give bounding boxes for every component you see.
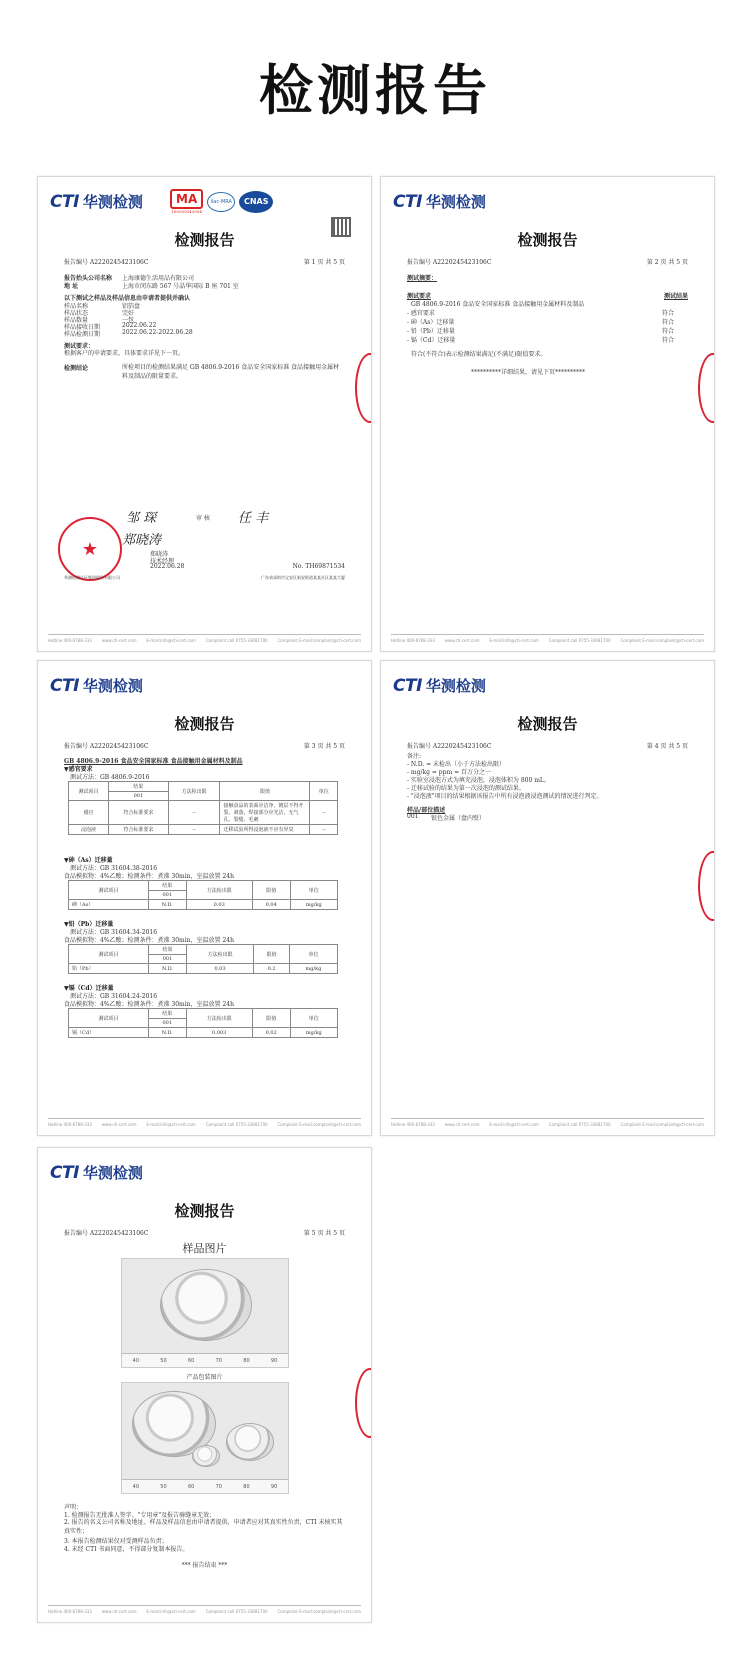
method-arsenic: 测试方法：GB 31604.38-2016 [70,865,158,872]
serial-number: No. TH69871534 [292,563,345,570]
ruler: 40 50 60 70 80 90 [122,1479,288,1493]
cti-logo: CTI 华测检测 [50,676,143,696]
report-page-5 [37,1147,372,1623]
statement-label: 声明： [64,1504,83,1511]
sample-photo [121,1258,289,1368]
col-item: 测试项目 [69,782,109,801]
field-value: 完好 [122,310,135,317]
result-header: 测试结果 [663,293,688,300]
page-footer [48,1605,361,1614]
col-method: 方法检出限 [168,782,220,801]
applicant-label: 报告抬头公司名称 [64,275,113,282]
page-number: 第 4 页 共 5 页 [646,743,688,750]
note-item: - N.D. = 未检出（小于方法检出限） [407,761,506,768]
method-sensory: 测试方法：GB 4806.9-2016 [70,774,150,781]
footer-web: www.cti-cert.com [444,638,480,643]
statement-item: 2. 报告的名义公司名称及地址、样品及样品信息由申请者提供，申请者应对其真实性负责，CTI 未核实其真实性； [64,1519,343,1535]
report-end: *** 报告结束 *** [181,1562,228,1569]
applicant-value: 上海康德生活用品有限公司 [122,275,195,282]
summary-result: 符合 [661,319,674,326]
note-item: - 实验室浸泡方式为填充浸泡，浸泡体积为 800 mL。 [407,777,550,784]
cti-logo: CTI 华测检测 [50,1163,143,1183]
continuation-note: **********详细结果，请见下页********** [471,369,586,376]
cma-logo: MA [170,189,203,209]
footer-email: E-mail:info@cti-cert.com [489,638,539,643]
notes-label: 备注: [407,753,422,760]
footer-web: www.cti-cert.com [101,1122,137,1127]
photo-title: 样品图片 [182,1242,227,1255]
foil-dish-small-image [192,1445,220,1467]
address-value: 上海市闵东路 567 号晶华国际 B 座 701 室 [122,283,239,290]
field-value: 铝箔盘 [122,303,141,310]
arsenic-table: 测试项目 结果 方法检出限 限值 单位 001 砷（As） N.D. 0.03 0.04 mg/kg [68,880,338,910]
field-label: 样品接收日期 [64,324,101,331]
report-page-1 [37,176,372,652]
footer-email: E-mail:info@cti-cert.com [146,1122,196,1127]
page-number: 第 1 页 共 5 页 [303,259,345,266]
sign-date: 2022.06.28 [150,563,185,570]
footer-email: E-mail:info@cti-cert.com [146,1609,196,1614]
report-number: 报告编号 A2220245423106C [407,259,492,266]
footer-web: www.cti-cert.com [444,1122,480,1127]
method-lead: 测试方法：GB 31604.34-2016 [70,929,158,936]
company-seal-stamp: ★ [58,517,122,581]
table-row: 铅（Pb） N.D. 0.03 0.2 mg/kg [69,964,338,974]
lead-table: 测试项目 结果 方法检出限 限值 单位 001 铅（Pb） N.D. 0.03 0.2 mg/kg [68,944,338,974]
statement-item: 3. 本报告检测结果仅对受测样品负责； [64,1538,168,1545]
section-cadmium: ▼镉（Cd）迁移量 [64,985,114,992]
field-label: 样品数量 [64,317,89,324]
summary-result: 符合 [661,328,674,335]
issuer-name: 华测检测认证集团股份有限公司 [64,575,120,580]
doc-title: 检测报告 [174,231,235,249]
footer-complaint: Complaint call 0755-33681700 [548,1122,611,1127]
cadmium-table: 测试项目 结果 方法检出限 限值 单位 001 镉（Cd） N.D. 0.003 0.02 mg/kg [68,1008,338,1038]
foil-dish-image [160,1269,252,1341]
summary-item: - 感官要求 [407,310,435,317]
footer-complaint: Complaint call 0755-33681700 [205,1609,268,1614]
requirement-text: 根据客户的申请要求，具体要求详见下一页。 [64,350,185,357]
report-page-3 [37,660,372,1136]
footer-complaint: Complaint call 0755-33681700 [205,1122,268,1127]
col-sample: 001 [109,792,169,801]
statement-item: 1. 检测报告无批准人签字、"专用章"及报告骑缝章无效； [64,1512,216,1519]
page-footer [48,1118,361,1127]
signer-title: 技术经理 [150,558,175,565]
condition-lead: 食品模拟物：4%乙酸；检测条件：煮沸 30min，室温放置 24h [64,937,234,944]
footer-complaint: Complaint call 0755-33681700 [548,638,611,643]
doc-title: 检测报告 [174,715,235,733]
field-label: 样品状态 [64,310,89,317]
page-number: 第 5 页 共 5 页 [303,1230,345,1237]
footer-email: E-mail:info@cti-cert.com [146,638,196,643]
review-label: 审 核 [196,515,210,522]
footer-hotline: Hotline 400-6788-333 [48,1609,92,1614]
page-title: 检测报告 [259,59,491,122]
requirement-header: 测试要求 [407,293,432,300]
summary-result: 符合 [661,310,674,317]
seal-stamp-edge [355,353,372,423]
doc-title: 检测报告 [517,715,578,733]
footer-complaint-email: Complaint E-mail:complaint@cti-cert.com [620,638,704,643]
footer-email: E-mail:info@cti-cert.com [489,1122,539,1127]
summary-item: - 镉（Cd）迁移量 [407,337,456,344]
summary-label: 测试摘要： [407,275,438,282]
footer-complaint-email: Complaint E-mail:complaint@cti-cert.com [277,638,361,643]
col-result: 结果 [109,782,169,792]
sample-desc-label: 样品/部位描述 [407,807,446,814]
summary-item: - 砷（As）迁移量 [407,319,455,326]
report-number: 报告编号 A2220245423106C [407,743,492,750]
seal-stamp-edge [698,851,715,921]
page-number: 第 2 页 共 5 页 [646,259,688,266]
doc-title: 检测报告 [174,1202,235,1220]
footer-hotline: Hotline 400-6788-333 [48,1122,92,1127]
section-lead: ▼铅（Pb）迁移量 [64,921,114,928]
compliance-note: 符合(不符合)表示检测结果满足(不满足)限值要求。 [411,351,547,358]
field-value: 一包 [122,317,135,324]
summary-item: GB 4806.9-2016 食品安全国家标准 食品接触用金属材料及制品 [411,301,585,308]
conclusion-text: 所检项目的检测结果满足 GB 4806.9-2016 食品安全国家标准 食品接触用金属材料及制品的限量要求。 [122,364,340,380]
standard-line: GB 4806.9-2016 食品安全国家标准 食品接触用金属材料及制品 [64,758,243,765]
method-cadmium: 测试方法：GB 31604.24-2016 [70,993,158,1000]
photo-caption: 产品包装图片 [186,1374,223,1381]
field-value: 2022.06.22-2022.06.28 [122,329,193,336]
field-label: 样品名称 [64,303,89,310]
doc-title: 检测报告 [517,231,578,249]
cma-number: 160009343904 [171,209,202,214]
sample-desc-number: 001 [407,813,419,820]
signature-reviewer: 任 丰 [238,511,269,526]
page-footer [391,634,704,643]
sensory-table [68,781,338,835]
table-row: 感官 符合标准要求 -- 接触食品的表面应洁净，镀层不得开裂、剥落，焊接部分应光洁，无气孔、裂缝、毛刺 -- [69,801,338,825]
col-limit: 限值 [220,782,310,801]
table-row: 砷（As） N.D. 0.03 0.04 mg/kg [69,900,338,910]
package-photo [121,1382,289,1494]
address-label: 地 址 [64,283,79,290]
summary-item: - 铅（Pb）迁移量 [407,328,455,335]
cti-logo: CTI 华测检测 [393,676,486,696]
report-number: 报告编号 A2220245423106C [64,259,149,266]
report-number: 报告编号 A2220245423106C [64,743,149,750]
conclusion-label: 检测结论 [64,365,89,372]
footer-complaint: Complaint call 0755-33681700 [205,638,268,643]
sample-desc-text: 银色金属（盘内壁） [431,815,486,822]
sample-note: 以下测试之样品及样品信息由申请者提供并确认 [64,295,191,302]
cnas-logo: CNAS [239,191,273,213]
requirement-label: 测试要求： [64,343,95,350]
foil-dish-medium-image [226,1423,274,1461]
table-row: 浸泡液 符合标准要求 -- 迁移试验所得浸泡液不应有异臭 -- [69,825,338,835]
footer-hotline: Hotline 400-6788-333 [391,1122,435,1127]
signature-tester: 邹 琛 [126,511,157,526]
page-number: 第 3 页 共 5 页 [303,743,345,750]
cti-logo: CTI 华测检测 [393,192,486,212]
condition-cadmium: 食品模拟物：4%乙酸；检测条件：煮沸 30min，室温放置 24h [64,1001,234,1008]
table-row: 镉（Cd） N.D. 0.003 0.02 mg/kg [69,1028,338,1038]
footer-web: www.cti-cert.com [101,1609,137,1614]
summary-result: 符合 [661,337,674,344]
report-page-2 [380,176,715,652]
col-unit: 单位 [310,782,338,801]
company-address: 广东省深圳市宝安区新安街道某某社区某某大厦 [261,575,345,580]
page-footer [48,634,361,643]
footer-complaint-email: Complaint E-mail:complaint@cti-cert.com [620,1122,704,1127]
section-arsenic: ▼砷（As）迁移量 [64,857,113,864]
section-sensory: ▼感官要求 [64,766,93,773]
signer-name: 郑晓涛 [150,551,169,558]
footer-hotline: Hotline 400-6788-333 [391,638,435,643]
report-page-4 [380,660,715,1136]
ilac-logo: ilac-MRA [207,192,235,212]
note-item: - mg/kg = ppm = 百万分之一 [407,769,492,776]
seal-stamp-edge [698,353,715,423]
field-label: 样品检测日期 [64,331,101,338]
footer-hotline: Hotline 400-6788-333 [48,638,92,643]
footer-web: www.cti-cert.com [101,638,137,643]
cti-logo: CTI 华测检测 [50,192,143,212]
page-footer [391,1118,704,1127]
footer-complaint-email: Complaint E-mail:complaint@cti-cert.com [277,1609,361,1614]
footer-complaint-email: Complaint E-mail:complaint@cti-cert.com [277,1122,361,1127]
signature-approver: 郑晓涛 [122,533,162,548]
certification-marks [170,189,273,214]
field-value: 2022.06.22 [122,322,157,329]
statement-item: 4. 未经 CTI 书面同意，不得部分复制本报告。 [64,1546,189,1553]
ruler: 40 50 60 70 80 90 [122,1353,288,1367]
condition-arsenic: 食品模拟物：4%乙酸；检测条件：煮沸 30min，室温放置 24h [64,873,234,880]
note-item: - "浸泡液"项目的结果根据该报告中所有浸泡液浸泡测试的情况进行判定。 [407,793,603,800]
report-number: 报告编号 A2220245423106C [64,1230,149,1237]
note-item: - 迁移试验的结果为第一次浸泡的测试结果。 [407,785,525,792]
